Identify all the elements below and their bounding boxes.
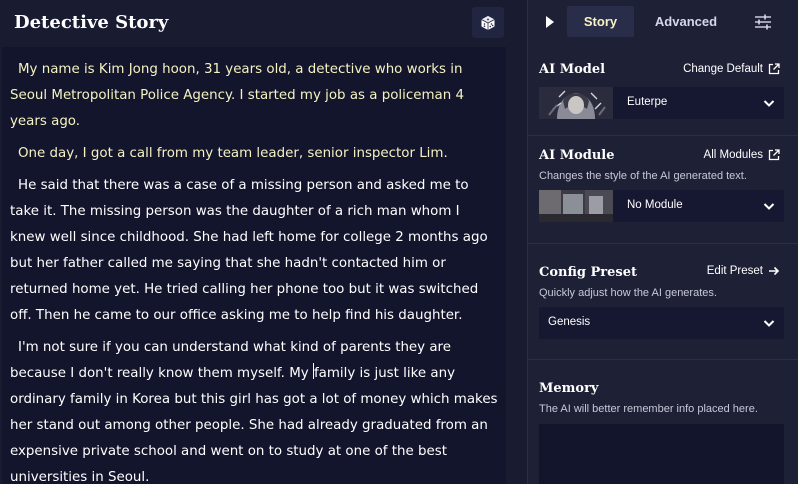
edit-preset-link[interactable] — [707, 265, 780, 277]
story-paragraph: My name is Kim Jong hoon, 31 years old, a detective who works in Seoul Metropolitan Police Agency. I started my job as a policeman 4 years ago. — [10, 62, 464, 129]
sliders-icon — [754, 14, 772, 30]
ai-module-title: AI Module — [539, 148, 615, 163]
ai-module-select[interactable] — [539, 190, 784, 222]
module-thumbnail — [539, 190, 613, 222]
ai-model-value: Euterpe — [627, 96, 668, 108]
story-title[interactable]: Detective Story — [14, 12, 169, 33]
config-preset-description: Quickly adjust how the AI generates. — [539, 287, 717, 299]
settings-sidebar — [528, 0, 798, 484]
story-paragraph — [10, 335, 498, 484]
story-text: family is just like any ordinary family in Korea but this girl has got a lot of money which makes her stand out among other people. She had already graduated from an expensive private school and went on to study at one of the best universities in Seoul. — [10, 366, 498, 484]
arrow-right-icon — [768, 265, 780, 277]
change-default-link[interactable] — [683, 63, 780, 75]
collapse-sidebar-button[interactable] — [542, 14, 558, 30]
title-bar — [0, 0, 528, 46]
chevron-down-icon — [762, 316, 776, 330]
section-divider — [528, 243, 798, 244]
ai-model-select[interactable] — [539, 87, 784, 119]
story-paragraph: He said that there was a case of a missing person and asked me to take it. The missing person was the daughter of a rich man whom I knew well since childhood. She had left home for college 2 months ago but her father called me saying that she hadn't contacted him or returned home yet. He tried calling her phone too but it was switched off. Then he came to our office asking me to help find his daughter. — [10, 178, 488, 323]
play-triangle-icon — [542, 14, 558, 30]
dice-icon — [480, 15, 496, 31]
config-preset-value: Genesis — [548, 316, 591, 328]
story-text: I'm not sure if you can understand what kind of parents they are because I don't really know them myself. My — [10, 340, 452, 381]
tab-advanced[interactable]: Advanced — [654, 14, 718, 29]
memory-description: The AI will better remember info placed here. — [539, 403, 758, 415]
ai-module-description: Changes the style of the AI generated text. — [539, 170, 747, 182]
external-link-icon — [768, 149, 780, 161]
chevron-down-icon — [762, 96, 776, 110]
memory-textarea[interactable] — [539, 424, 784, 484]
ai-module-value: No Module — [627, 199, 683, 211]
story-editor[interactable] — [2, 47, 506, 484]
random-dice-button[interactable] — [472, 7, 504, 38]
section-divider — [528, 359, 798, 360]
story-paragraph: One day, I got a call from my team leader, senior inspector Lim. — [18, 146, 448, 161]
sliders-button[interactable] — [748, 10, 778, 34]
config-preset-select[interactable] — [539, 307, 784, 339]
config-preset-title: Config Preset — [539, 265, 638, 280]
chevron-down-icon — [762, 199, 776, 213]
euterpe-thumbnail — [539, 87, 613, 119]
external-link-icon — [768, 63, 780, 75]
sidebar-tabs — [528, 0, 798, 46]
edit-preset-label: Edit Preset — [706, 265, 763, 277]
tab-story[interactable]: Story — [567, 6, 634, 37]
section-divider — [528, 135, 798, 136]
memory-title: Memory — [539, 381, 599, 396]
all-modules-link[interactable] — [704, 149, 780, 161]
change-default-label: Change Default — [683, 63, 763, 75]
ai-model-title: AI Model — [539, 62, 606, 77]
all-modules-label: All Modules — [703, 149, 763, 161]
